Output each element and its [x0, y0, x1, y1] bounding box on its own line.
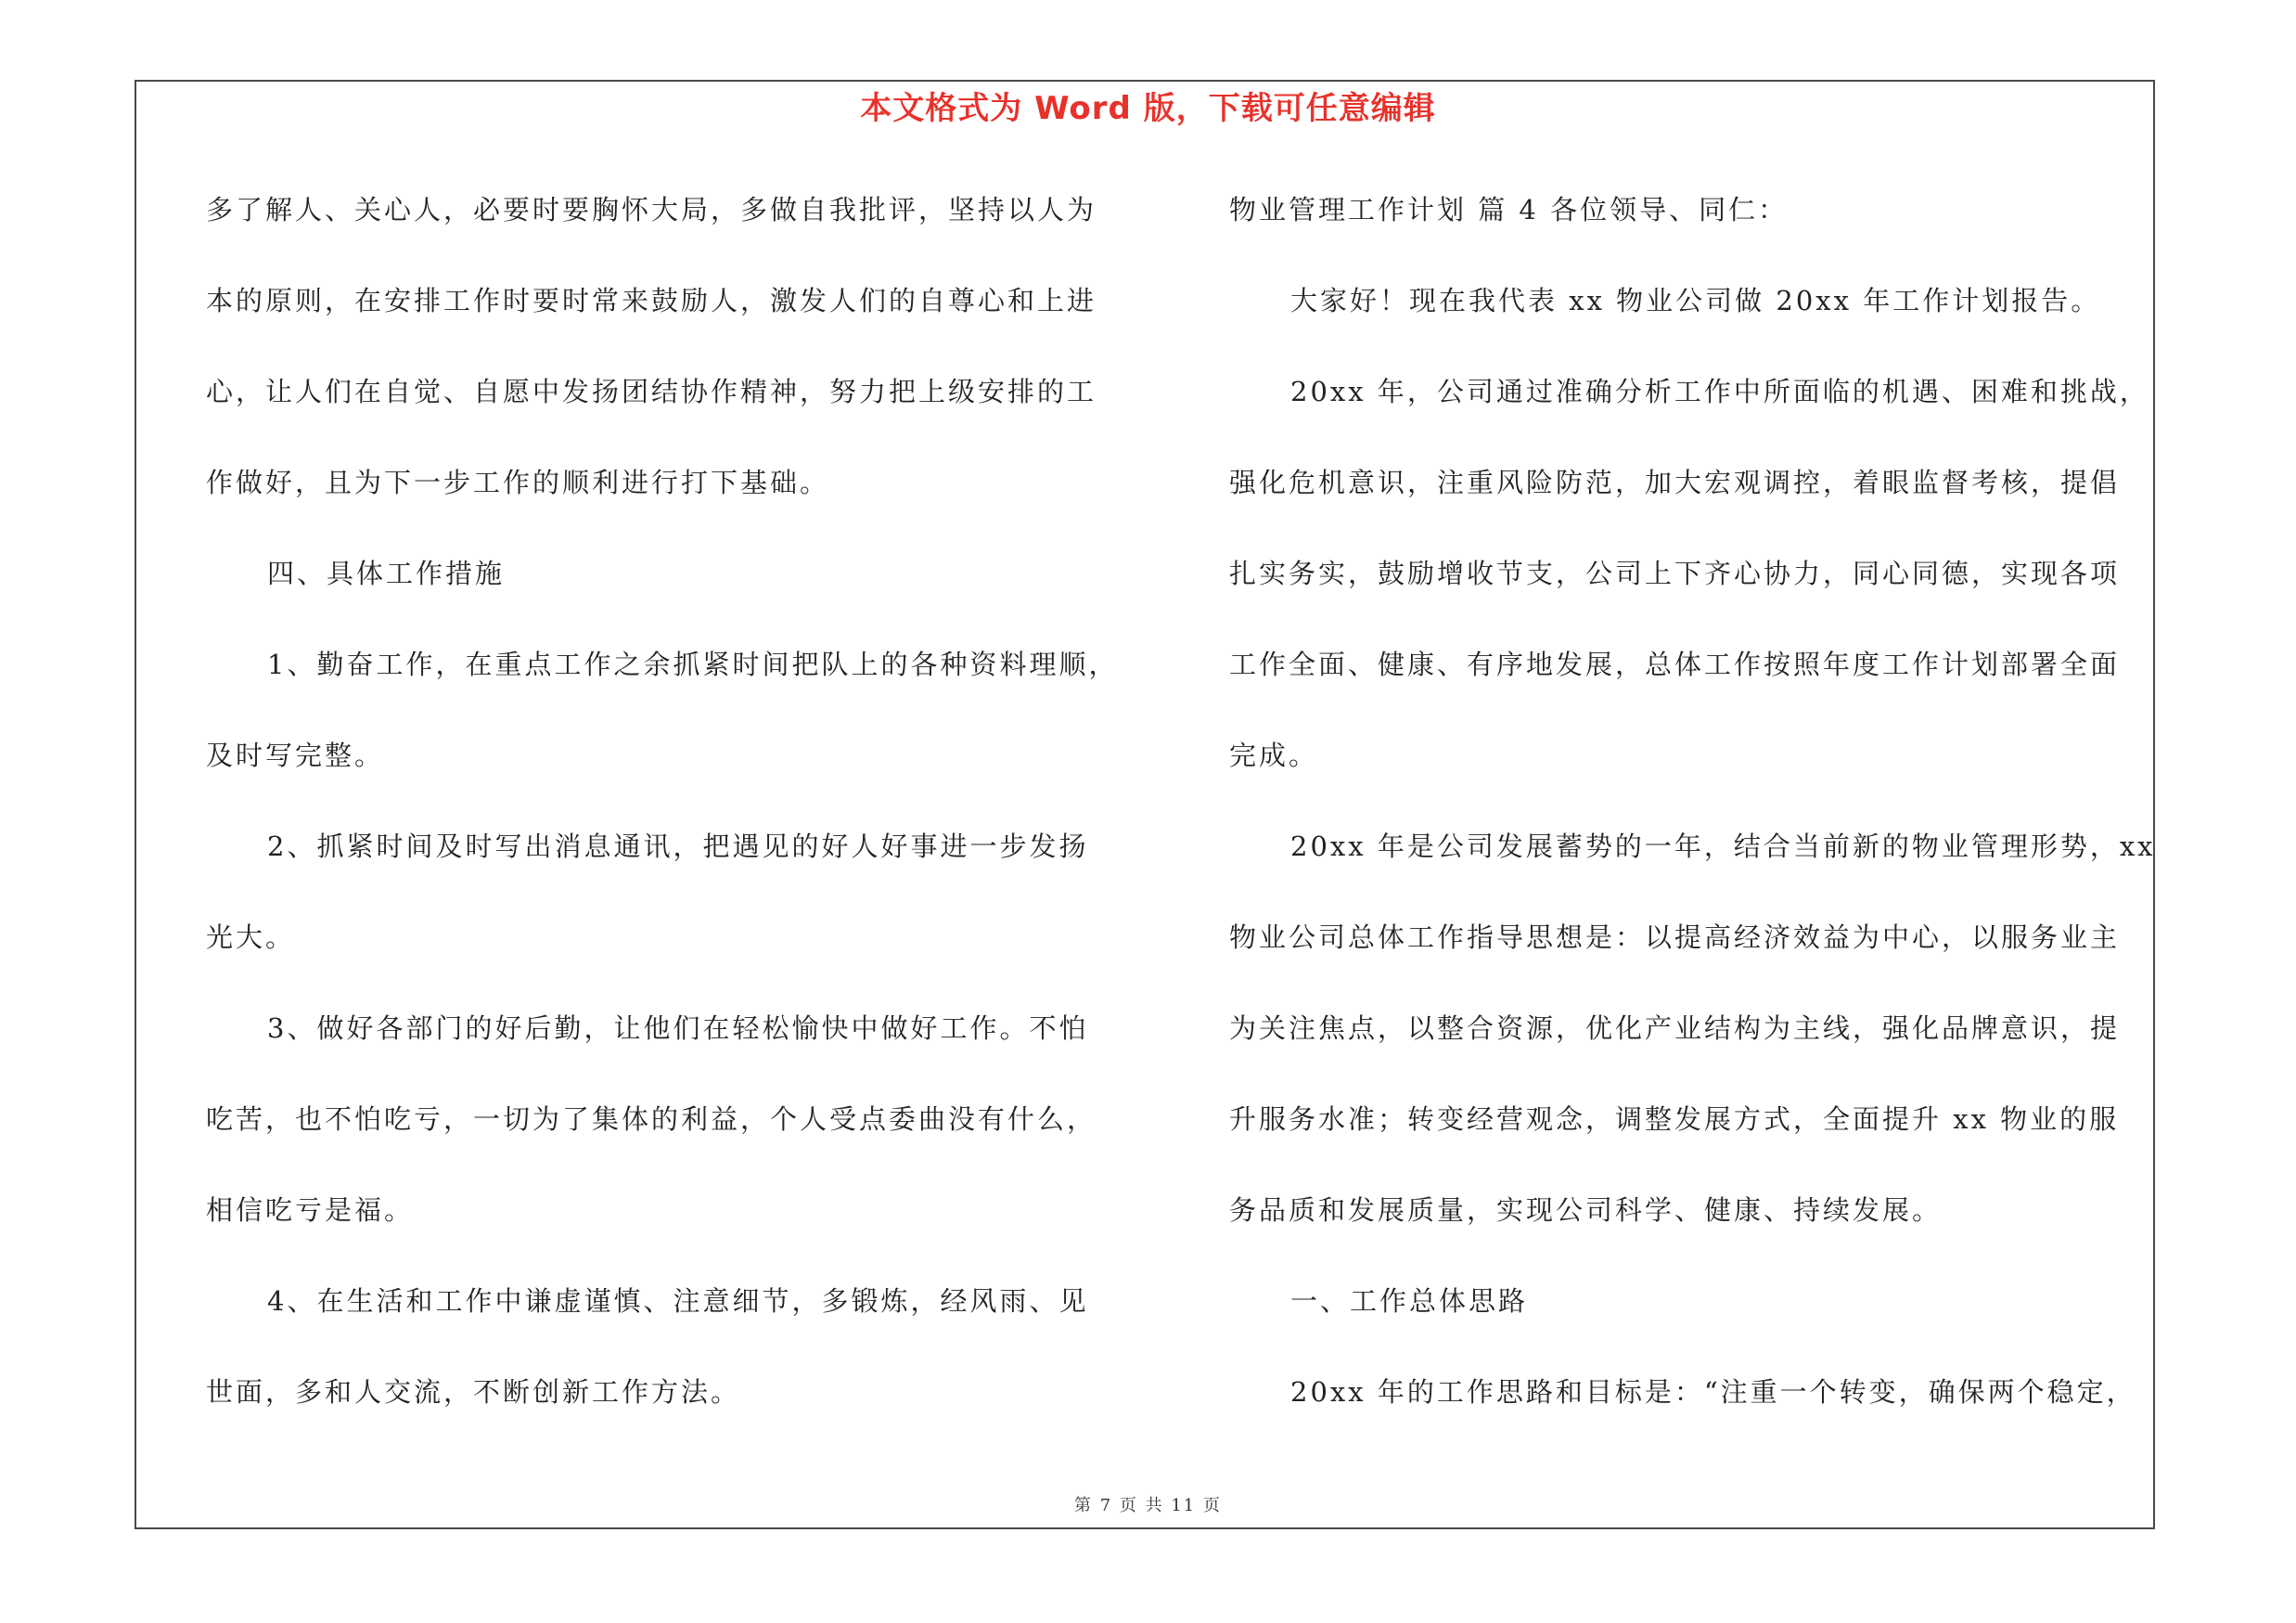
page-footer: 第 7 页 共 11 页: [1074, 1496, 1222, 1515]
text-line: 大家好！现在我代表 xx 物业公司做 20xx 年工作计划报告。: [1290, 285, 2101, 316]
text-line: 扎实务实，鼓励增收节支，公司上下齐心协力，同心同德，实现各项: [1229, 558, 2121, 589]
text-line: 吃苦，也不怕吃亏，一切为了集体的利益，个人受点委曲没有什么，: [206, 1103, 1097, 1135]
text-line: 4、在生活和工作中谦虚谨慎、注意细节，多锻炼，经风雨、见: [267, 1285, 1089, 1317]
text-line: 一、工作总体思路: [1290, 1285, 1529, 1317]
text-line: 作做好，且为下一步工作的顺利进行打下基础。: [206, 467, 830, 498]
text-line: 强化危机意识，注重风险防范，加大宏观调控，着眼监督考核，提倡: [1229, 467, 2121, 498]
format-banner: 本文格式为 Word 版，下载可任意编辑: [860, 90, 1436, 127]
text-line: 20xx 年是公司发展蓄势的一年，结合当前新的物业管理形势，xx: [1290, 831, 2156, 862]
text-line: 20xx 年，公司通过准确分析工作中所面临的机遇、困难和挑战，: [1290, 376, 2149, 407]
text-line: 世面，多和人交流，不断创新工作方法。: [206, 1376, 741, 1408]
text-line: 完成。: [1229, 740, 1319, 771]
text-line: 四、具体工作措施: [267, 558, 506, 589]
text-line: 为关注焦点，以整合资源，优化产业结构为主线，强化品牌意识，提: [1229, 1012, 2121, 1044]
text-line: 1、勤奋工作，在重点工作之余抓紧时间把队上的各种资料理顺，: [267, 649, 1119, 680]
text-line: 相信吃亏是福。: [206, 1194, 415, 1226]
text-line: 2、抓紧时间及时写出消息通讯，把遇见的好人好事进一步发扬: [267, 831, 1089, 862]
text-line: 心，让人们在自觉、自愿中发扬团结协作精神，努力把上级安排的工: [206, 376, 1097, 407]
text-line: 本的原则，在安排工作时要时常来鼓励人，激发人们的自尊心和上进: [206, 285, 1097, 316]
text-line: 及时写完整。: [206, 740, 385, 771]
text-line: 3、做好各部门的好后勤，让他们在轻松愉快中做好工作。不怕: [267, 1012, 1089, 1044]
text-line: 多了解人、关心人，必要时要胸怀大局，多做自我批评，坚持以人为: [206, 194, 1097, 225]
text-line: 20xx 年的工作思路和目标是：“注重一个转变，确保两个稳定，: [1290, 1376, 2136, 1408]
text-line: 光大。: [206, 921, 296, 953]
right-column: [1229, 182, 2161, 1455]
text-line: 升服务水准；转变经营观念，调整发展方式，全面提升 xx 物业的服: [1229, 1103, 2120, 1135]
text-line: 物业管理工作计划 篇 4 各位领导、同仁：: [1229, 194, 1789, 225]
text-line: 物业公司总体工作指导思想是：以提高经济效益为中心，以服务业主: [1229, 921, 2121, 953]
text-line: 务品质和发展质量，实现公司科学、健康、持续发展。: [1229, 1194, 1943, 1226]
text-line: 工作全面、健康、有序地发展，总体工作按照年度工作计划部署全面: [1229, 649, 2121, 680]
left-column: [206, 182, 1143, 1455]
